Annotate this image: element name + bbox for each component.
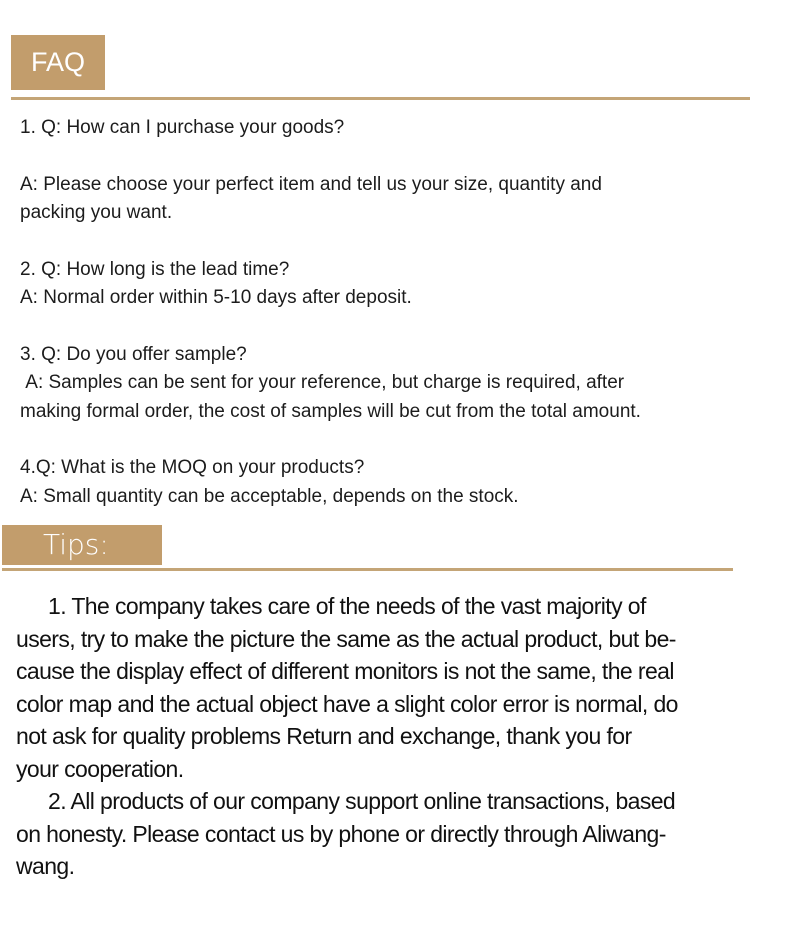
- tip-2-line-1: 2. All products of our company support online transactions, based: [48, 788, 676, 814]
- faq-heading: [11, 35, 105, 90]
- tip-2-line-2: on honesty. Please contact us by phone or directly through Aliwang-: [16, 820, 666, 847]
- tip-2-line-3: wang.: [16, 853, 75, 879]
- tips-heading-text: Tips:: [43, 528, 109, 561]
- faq-answer-3: A: Samples can be sent for your reference, but charge is required, after: [20, 372, 625, 393]
- faq-question-4: 4.Q: What is the MOQ on your products?: [20, 457, 365, 478]
- faq-divider: [11, 97, 750, 100]
- tip-1-line-2: users, try to make the picture the same as the actual product, but be-: [16, 625, 676, 652]
- faq-question-3: 3. Q: Do you offer sample?: [20, 343, 247, 365]
- faq-list: [20, 114, 760, 511]
- tip-1-line-6: your cooperation.: [16, 755, 184, 782]
- tips-heading: [2, 525, 162, 565]
- faq-answer-1-cont: packing you want.: [20, 202, 173, 223]
- tip-1-line-5: not ask for quality problems Return and exchange, thank you for: [16, 723, 632, 749]
- faq-answer-1: A: Please choose your perfect item and tell us your size, quantity and: [20, 173, 602, 195]
- faq-heading-text: FAQ: [30, 47, 85, 77]
- tip-1-line-4: color map and the actual object have a slight color error is normal, do: [16, 690, 678, 717]
- faq-answer-2: A: Normal order within 5-10 days after deposit.: [20, 287, 412, 308]
- faq-question-1: 1. Q: How can I purchase your goods?: [20, 117, 345, 138]
- tips-divider: [2, 568, 733, 571]
- tip-1-line-3: cause the display effect of different monitors is not the same, the real: [16, 658, 674, 684]
- faq-answer-3-cont: making formal order, the cost of samples will be cut from the total amount.: [20, 400, 641, 422]
- tips-body: [16, 590, 726, 883]
- tip-1-line-1: 1. The company takes care of the needs of the vast majority of: [48, 593, 646, 619]
- faq-answer-4: A: Small quantity can be acceptable, depends on the stock.: [20, 485, 519, 507]
- faq-question-2: 2. Q: How long is the lead time?: [20, 258, 290, 280]
